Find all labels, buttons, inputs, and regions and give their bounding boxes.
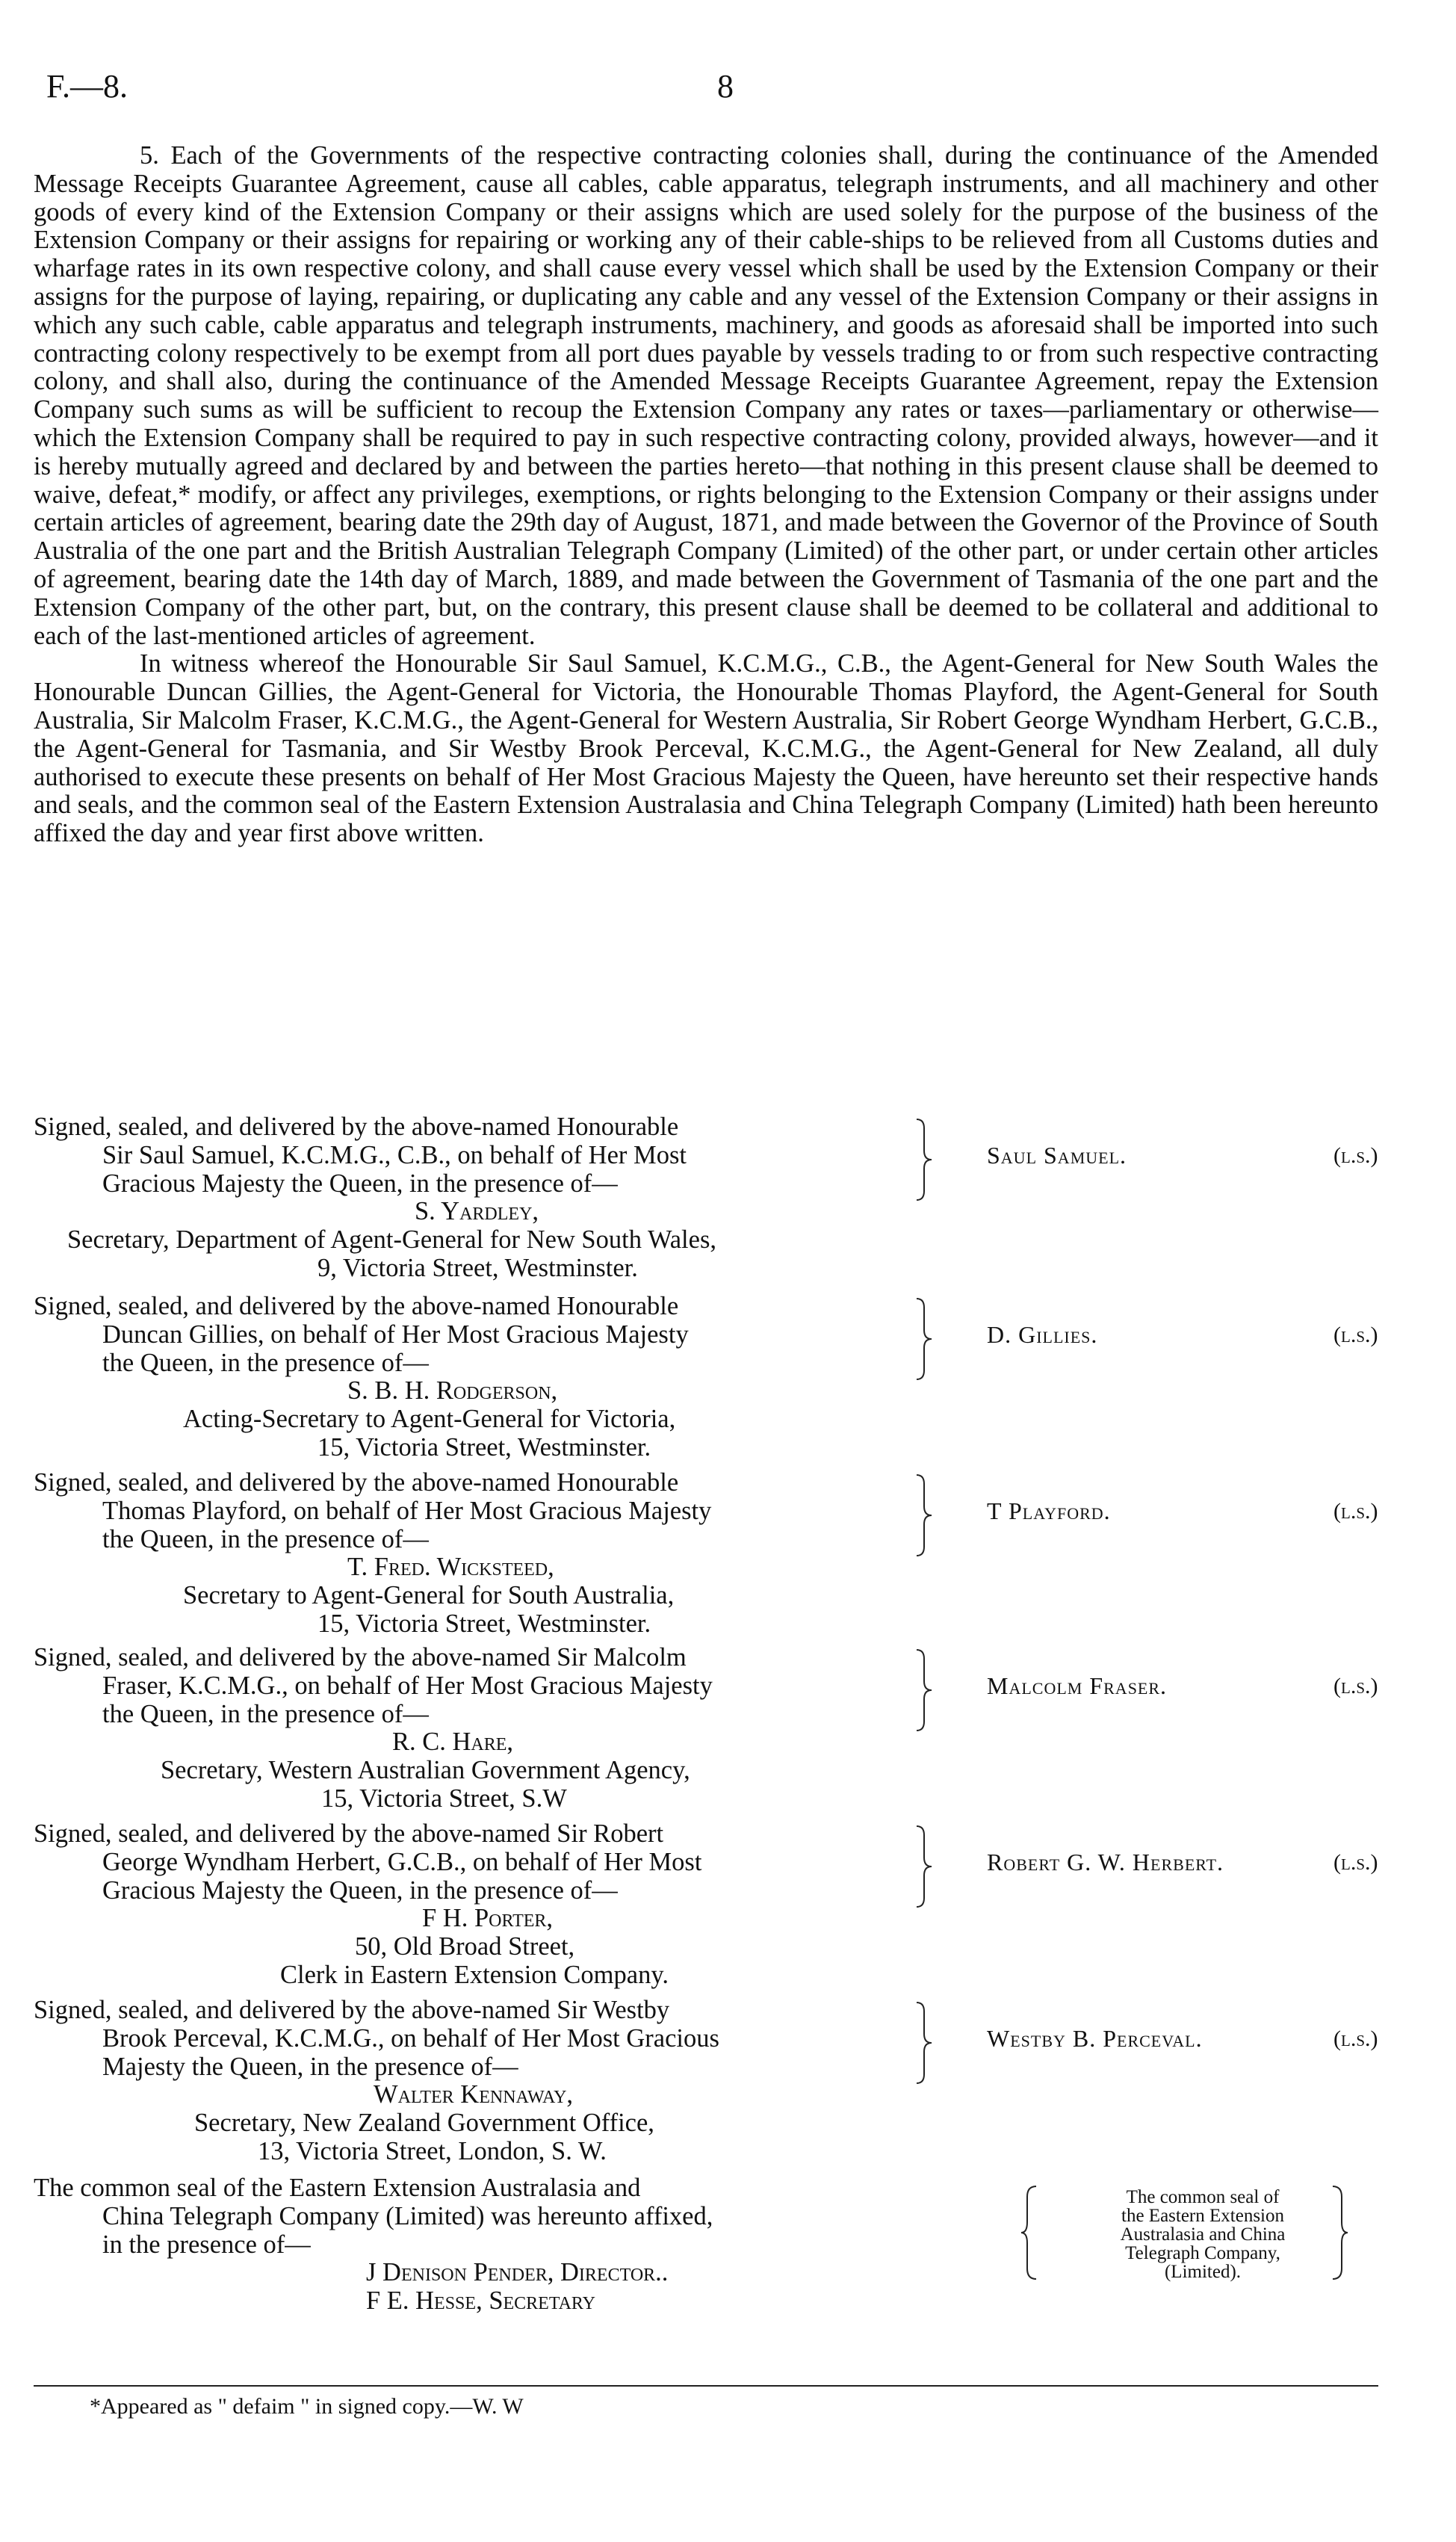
seal-left-brace (1018, 2185, 1041, 2282)
witness-title: Acting-Secretary to Agent-General for Victoria, (183, 1405, 676, 1434)
signature-recital (34, 1997, 915, 2081)
recital-line: Majesty the Queen, in the presence of— (102, 2052, 518, 2081)
seal-witness-director: J Denison Pender, Director.. (366, 2258, 669, 2287)
witness-name: T. Fred. Wicksteed, (347, 1553, 554, 1582)
recital-line: Sir Saul Samuel, K.C.M.G., C.B., on behalf of Her Most (102, 1140, 687, 1169)
seal-text-line: Australasia and China (1120, 2224, 1286, 2245)
recital-line: Gracious Majesty the Queen, in the presence of— (102, 1875, 618, 1905)
signatory-name: D. Gillies. (987, 1321, 1098, 1348)
page-header (46, 67, 1376, 112)
signature-recital (34, 1644, 915, 1728)
recital-line: China Telegraph Company (Limited) was hereunto affixed, (102, 2201, 713, 2230)
signature-recital (34, 1113, 915, 1198)
witness-address: 50, Old Broad Street, (355, 1932, 575, 1961)
witness-details (34, 1198, 1378, 1282)
locus-sigilli: (l.s.) (1333, 1674, 1378, 1698)
witness-name: S. B. H. Rodgerson, (347, 1376, 558, 1405)
brace-mark (914, 1297, 936, 1381)
seal-text-line: Telegraph Company, (1125, 2243, 1280, 2263)
witness-title: Secretary, New Zealand Government Office, (194, 2109, 654, 2138)
witness-address: 15, Victoria Street, S.W (321, 1784, 567, 1813)
recital-line: Gracious Majesty the Queen, in the presence of— (102, 1169, 618, 1198)
signature-block-gillies (34, 1293, 1378, 1462)
body-text (34, 142, 1378, 848)
signatory-name: Westby B. Perceval. (987, 2025, 1203, 2052)
seal-recital (34, 2174, 915, 2259)
paper-reference: F.—8. (46, 68, 128, 105)
signatory-name: Robert G. W. Herbert. (987, 1849, 1224, 1875)
brace-mark (914, 1825, 936, 1908)
witness-name: R. C. Hare, (392, 1728, 514, 1757)
witness-details (34, 1728, 1378, 1813)
clause-5-paragraph: 5. Each of the Governments of the respective contracting colonies shall, during the continuance of the Amended Message Receipts Guarantee Agreement, cause all cables, cable apparatus, telegraph instruments, and all machinery and other goods of every kind of the Extension Company or their assigns which are used solely for the purpose of the business of the Extension Company or their assigns for repairing or working any of their cable-ships to be relieved from all Customs duties and wharfage rates in its own respective colony, and shall cause every vessel which shall be used by the Extension Company or their assigns for the purpose of laying, repairing, or duplicating any cable and any vessel of the Extension Company or their assigns in which any such cable, cable apparatus and telegraph instruments, machinery, and goods as aforesaid shall be imported into such contracting colony respectively to be exempt from all port dues payable by vessels trading to or from such respective contracting colony, and shall also, during the continuance of the Amended Message Receipts Guarantee Agreement, repay the Extension Company such sums as will be sufficient to recoup the Extension Company any rates or taxes—parliamentary or otherwise—which the Extension Company shall be required to pay in such respective contracting colony, provided always, however—and it is hereby mutually agreed and declared by and between the parties hereto—that nothing in this present clause shall be deemed to waive, defeat,* modify, or affect any privileges, exemptions, or rights belonging to the Extension Company or their assigns under certain articles of agreement, bearing date the 29th day of August, 1871, and made between the Governor of the Province of South Australia of the one part and the British Australian Telegraph Company (Limited) of the other part, or under certain other articles of agreement, bearing date the 14th day of March, 1889, and made between the Government of Tasmania of the one part and the Extension Company of the other part, but, on the contrary, this present clause shall be deemed to be collateral and additional to each of the last-mentioned articles of agreement. (34, 141, 1378, 650)
recital-line: in the presence of— (102, 2230, 311, 2259)
common-seal-impression (1079, 2188, 1326, 2281)
witness-address: 15, Victoria Street, Westminster. (317, 1432, 651, 1462)
witness-details (34, 1905, 1378, 1989)
recital-line: Brook Perceval, K.C.M.G., on behalf of Her Most Gracious (102, 2023, 719, 2053)
signatory-name: Saul Samuel. (987, 1142, 1127, 1169)
brace-mark (914, 1473, 936, 1557)
seal-text-line: The common seal of (1126, 2187, 1280, 2207)
recital-line: Signed, sealed, and delivered by the above-named Sir Malcolm (34, 1643, 687, 1672)
signature-block-fraser (34, 1644, 1378, 1813)
brace-mark (914, 1648, 936, 1732)
recital-line: Signed, sealed, and delivered by the above-named Honourable (34, 1113, 679, 1141)
brace-mark (914, 1118, 936, 1202)
witness-name: S. Yardley, (415, 1197, 539, 1226)
signature-block-samuel (34, 1113, 1378, 1283)
signatory-name: T Playford. (987, 1497, 1111, 1524)
signature-block-perceval (34, 1997, 1378, 2166)
witness-name: Walter Kennaway, (374, 2080, 574, 2109)
signature-block-herbert (34, 1820, 1378, 1990)
recital-line: George Wyndham Herbert, G.C.B., on behalf of Her Most (102, 1847, 702, 1876)
witness-address: 9, Victoria Street, Westminster. (317, 1253, 638, 1282)
recital-line: Signed, sealed, and delivered by the above-named Sir Westby (34, 1996, 670, 2024)
brace-mark (914, 2001, 936, 2085)
signatory-name: Malcolm Fraser. (987, 1672, 1168, 1699)
seal-right-brace (1330, 2185, 1352, 2282)
recital-line: Signed, sealed, and delivered by the above-named Sir Robert (34, 1819, 664, 1848)
signature-recital (34, 1469, 915, 1553)
witness-details (34, 1377, 1378, 1462)
recital-line: the Queen, in the presence of— (102, 1524, 429, 1553)
locus-sigilli: (l.s.) (1333, 2026, 1378, 2051)
locus-sigilli: (l.s.) (1333, 1850, 1378, 1875)
recital-line: Thomas Playford, on behalf of Her Most Gracious Majesty (102, 1496, 712, 1525)
witness-clause-paragraph: In witness whereof the Honourable Sir Saul Samuel, K.C.M.G., C.B., the Agent-General for New South Wales the Honourable Duncan Gillies, the Agent-General for Victoria, the Honourable Thomas Playford, the Agent-General for South Australia, Sir Malcolm Fraser, K.C.M.G., the Agent-General for Western Australia, Sir Robert George Wyndham Herbert, G.C.B., the Agent-General for Tasmania, and Sir Westby Brook Perceval, K.C.M.G., the Agent-General for New Zealand, all duly authorised to execute these presents on behalf of Her Most Gracious Majesty the Queen, have hereunto set their respective hands and seals, and the common seal of the Eastern Extension Australasia and China Telegraph Company (Limited) hath been hereunto affixed the day and year first above written. (34, 649, 1378, 848)
recital-line: the Queen, in the presence of— (102, 1348, 429, 1377)
locus-sigilli: (l.s.) (1333, 1499, 1378, 1524)
witness-name: F H. Porter, (422, 1904, 554, 1933)
locus-sigilli: (l.s.) (1333, 1323, 1378, 1347)
witness-address: 13, Victoria Street, London, S. W. (258, 2136, 607, 2165)
recital-line: the Queen, in the presence of— (102, 1699, 429, 1728)
common-seal-block (34, 2174, 1378, 2316)
witness-title: Secretary, Department of Agent-General for New South Wales, (67, 1225, 717, 1255)
recital-line: The common seal of the Eastern Extension Australasia and (34, 2174, 641, 2202)
locus-sigilli: (l.s.) (1333, 1143, 1378, 1168)
recital-line: Signed, sealed, and delivered by the above-named Honourable (34, 1292, 679, 1320)
witness-address: 15, Victoria Street, Westminster. (317, 1609, 651, 1638)
signature-recital (34, 1820, 915, 1905)
footnote-divider (34, 2385, 1378, 2387)
seal-text-line: the Eastern Extension (1121, 2206, 1284, 2226)
seal-witness-secretary: F E. Hesse, Secretary (366, 2286, 595, 2316)
recital-line: Duncan Gillies, on behalf of Her Most Gracious Majesty (102, 1320, 689, 1349)
witness-details (34, 2081, 1378, 2165)
signature-recital (34, 1293, 915, 1377)
recital-line: Fraser, K.C.M.G., on behalf of Her Most Gracious Majesty (102, 1671, 713, 1700)
recital-line: Signed, sealed, and delivered by the above-named Honourable (34, 1468, 679, 1497)
witness-title: Secretary, Western Australian Government Agency, (161, 1756, 690, 1785)
witness-title: Secretary to Agent-General for South Australia, (183, 1581, 675, 1610)
page-number: 8 (717, 68, 734, 105)
footnote: *Appeared as " defaim " in signed copy.—W. W (90, 2394, 524, 2419)
signature-block-playford (34, 1469, 1378, 1639)
witness-title: Clerk in Eastern Extension Company. (280, 1960, 669, 1989)
seal-text-line: (Limited). (1164, 2262, 1242, 2282)
witness-details (34, 1553, 1378, 1638)
